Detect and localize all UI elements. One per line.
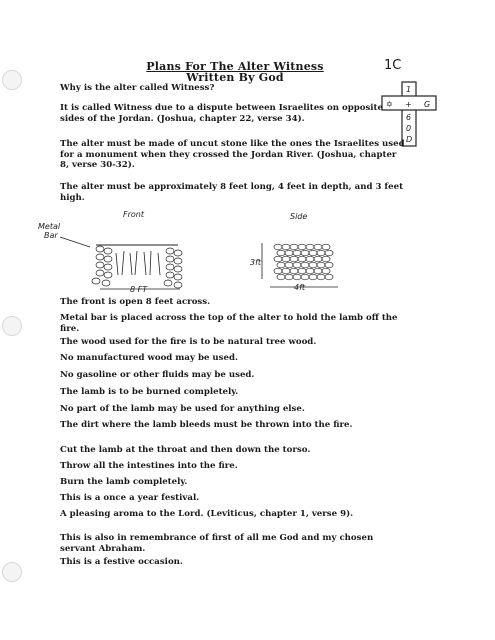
stone-mark [174, 266, 182, 272]
intro-paragraph: It is called Witness due to a dispute between Israelites on opposite sides of the Jordan. (Joshua, chapter 22, verse 34). [60, 103, 383, 124]
stone-mark [301, 274, 309, 280]
stone-mark [314, 256, 322, 262]
rule-paragraph: This is also in remembrance of first of all me God and my chosen servant Abraham. [60, 533, 374, 554]
stone-mark [104, 248, 112, 254]
rule-paragraph: The wood used for the fire is to be natural tree wood. [60, 337, 317, 347]
intro-paragraph: The alter must be approximately 8 feet long, 4 feet in depth, and 3 feet high. [60, 182, 404, 203]
stone-mark [293, 262, 301, 268]
cross-label-top: 1 [406, 85, 412, 94]
cross-label-lower2: D [406, 135, 413, 144]
stone-mark [274, 244, 282, 250]
rule-paragraph: Cut the lamb at the throat and then down the torso. [60, 445, 311, 455]
stone-mark [298, 244, 306, 250]
stone-mark [274, 256, 282, 262]
stone-mark [282, 256, 290, 262]
cross-label-left: ✡ [386, 100, 393, 109]
punch-hole [2, 562, 22, 582]
cross-label-middle: 6 [406, 113, 412, 122]
stone-mark [102, 280, 110, 286]
stone-mark [317, 262, 325, 268]
rule-paragraph: This is a festive occasion. [60, 557, 183, 567]
stone-mark [325, 262, 333, 268]
stone-mark [325, 274, 333, 280]
stone-mark [325, 250, 333, 256]
stone-mark [306, 256, 314, 262]
stone-mark [277, 262, 285, 268]
stone-mark [285, 250, 293, 256]
intro-paragraph: The alter must be made of uncut stone like the ones the Israelites used for a monument when they crossed the Jordan River. (Joshua, chapter 8, verse 30-32). [60, 139, 405, 171]
stone-mark [293, 250, 301, 256]
stone-mark [166, 272, 174, 278]
stone-mark [282, 268, 290, 274]
rule-paragraph: Throw all the intestines into the fire. [60, 461, 238, 471]
rule-paragraph: No gasoline or other fluids may be used. [60, 370, 255, 380]
stone-mark [104, 264, 112, 270]
stone-mark [290, 268, 298, 274]
stone-mark [174, 274, 182, 280]
document-title: Plans For The Alter Witness [146, 60, 324, 73]
stone-mark [96, 270, 104, 276]
stone-mark [309, 274, 317, 280]
stone-mark [274, 268, 282, 274]
stone-mark [309, 250, 317, 256]
rule-paragraph: Burn the lamb completely. [60, 477, 188, 487]
stone-mark [293, 274, 301, 280]
page-number: 1C [384, 58, 402, 73]
stone-mark [317, 274, 325, 280]
stone-mark [309, 262, 317, 268]
stone-mark [301, 250, 309, 256]
stone-mark [298, 268, 306, 274]
stone-mark [322, 244, 330, 250]
side-label: Side [290, 212, 308, 221]
rule-paragraph: The lamb is to be burned completely. [60, 387, 239, 397]
metal-bar-label-1: Metal [38, 222, 61, 231]
intro-paragraph: Why is the alter called Witness? [60, 83, 215, 93]
stone-mark [96, 246, 104, 252]
stone-mark [166, 256, 174, 262]
stone-mark [174, 250, 182, 256]
stone-mark [314, 268, 322, 274]
stone-mark [164, 280, 172, 286]
rule-paragraph: The front is open 8 feet across. [60, 297, 211, 307]
document-subtitle: Written By God [186, 71, 284, 84]
stone-mark [174, 258, 182, 264]
side-height: 3ft [250, 258, 262, 267]
stone-mark [322, 268, 330, 274]
stone-mark [285, 274, 293, 280]
stone-mark [301, 262, 309, 268]
stone-mark [104, 256, 112, 262]
stone-mark [92, 278, 100, 284]
stone-mark [322, 256, 330, 262]
metal-bar-label-2: Bar [44, 231, 58, 240]
stone-mark [282, 244, 290, 250]
rule-paragraph: No part of the lamb may be used for anything else. [60, 404, 305, 414]
stone-mark [317, 250, 325, 256]
cross-label-lower1: 0 [406, 124, 412, 133]
rule-paragraph: No manufactured wood may be used. [60, 353, 238, 363]
stone-mark [306, 244, 314, 250]
stone-mark [290, 256, 298, 262]
stone-mark [290, 244, 298, 250]
rule-paragraph: This is a once a year festival. [60, 493, 200, 503]
stone-mark [96, 254, 104, 260]
stone-mark [174, 282, 182, 288]
punch-hole [2, 316, 22, 336]
rule-paragraph: Metal bar is placed across the top of the alter to hold the lamb off the fire. [60, 313, 398, 334]
altar-sketches [38, 205, 368, 295]
stone-mark [166, 248, 174, 254]
cross-label-right: G [424, 100, 431, 109]
stone-mark [166, 264, 174, 270]
cross-label-center: + [405, 100, 412, 109]
front-label: Front [123, 210, 144, 219]
stone-mark [104, 272, 112, 278]
rule-paragraph: The dirt where the lamb bleeds must be thrown into the fire. [60, 420, 353, 430]
stone-mark [314, 244, 322, 250]
stone-mark [277, 250, 285, 256]
rule-paragraph: A pleasing aroma to the Lord. (Leviticus, chapter 1, verse 9). [60, 509, 354, 519]
stone-mark [298, 256, 306, 262]
stone-mark [285, 262, 293, 268]
front-dimension: 8 FT [130, 285, 148, 294]
stone-mark [96, 262, 104, 268]
stone-mark [306, 268, 314, 274]
side-depth: 4ft [294, 283, 306, 292]
stone-mark [277, 274, 285, 280]
